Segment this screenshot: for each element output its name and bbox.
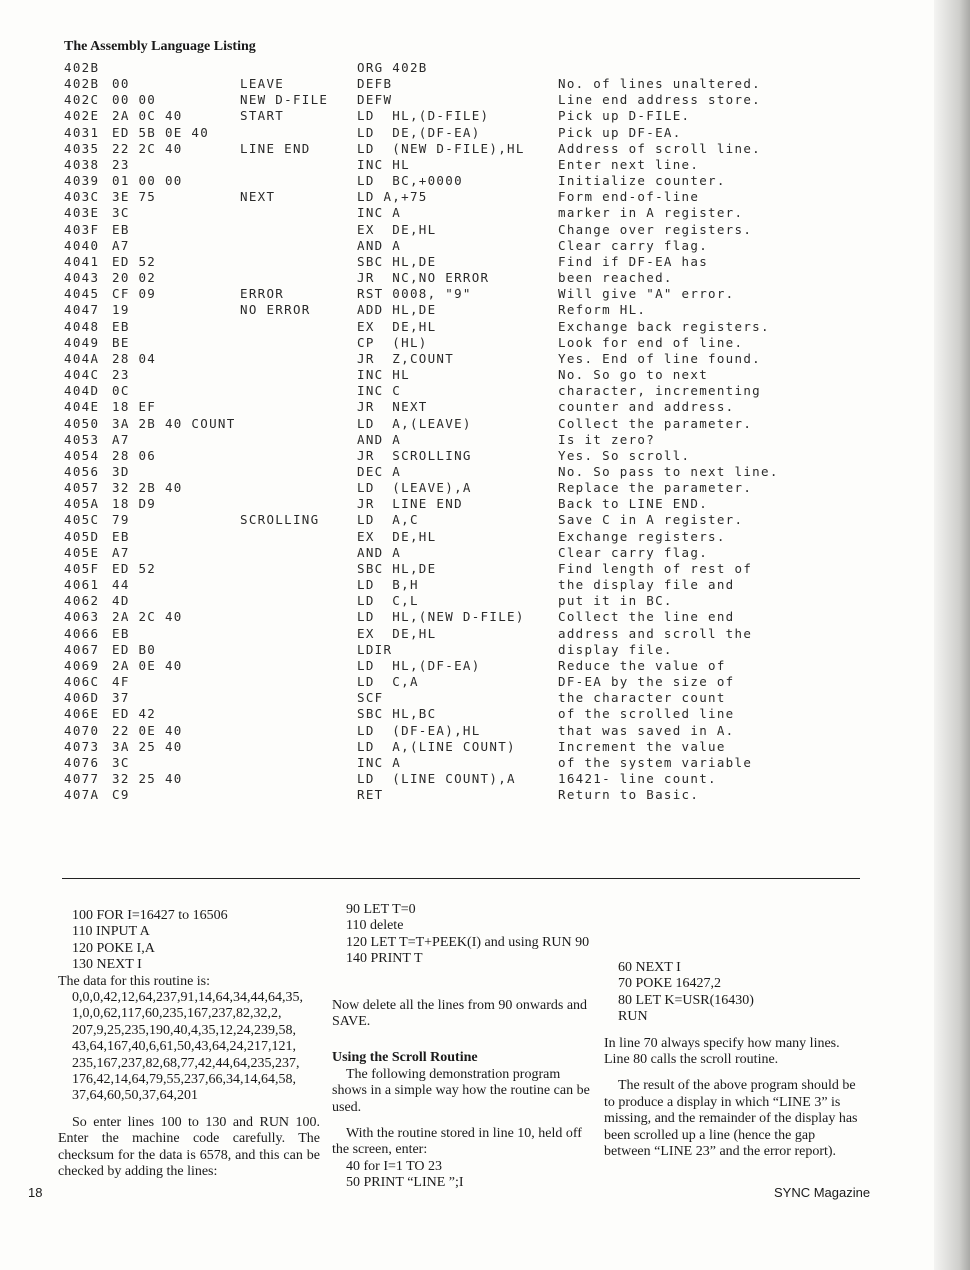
listing-hex-bytes: 37 xyxy=(112,690,130,706)
data-intro: The data for this routine is: xyxy=(58,973,211,989)
listing-comment: Back to LINE END. xyxy=(558,496,709,512)
listing-address: 4043 xyxy=(64,270,100,286)
delete-instruction: Now delete all the lines from 90 onwards and SAVE. xyxy=(332,997,588,1030)
listing-instruction: LD HL,(D-FILE) xyxy=(357,108,490,124)
listing-instruction: LDIR xyxy=(357,641,393,657)
listing-address: 403C xyxy=(64,189,100,205)
listing-address: 4063 xyxy=(64,609,100,625)
listing-instruction: INC A xyxy=(357,754,402,770)
listing-hex-bytes: BE xyxy=(112,334,130,350)
code-line: 40 for I=1 TO 23 xyxy=(346,1158,443,1174)
code-line: 100 FOR I=16427 to 16506 xyxy=(72,908,228,923)
data-line: 37,64,60,50,37,64,201 xyxy=(72,1088,198,1104)
listing-address: 405E xyxy=(64,544,100,560)
listing-address: 4073 xyxy=(64,738,100,754)
listing-hex-bytes: 32 2B 40 xyxy=(112,480,183,496)
listing-address: 4057 xyxy=(64,480,100,496)
listing-comment: the display file and xyxy=(558,577,735,593)
listing-instruction: LD B,H xyxy=(357,577,419,593)
listing-row xyxy=(0,626,900,642)
listing-address: 404A xyxy=(64,350,100,366)
listing-hex-bytes: 28 04 xyxy=(112,350,157,366)
listing-instruction: DEC A xyxy=(357,464,402,479)
listing-hex-bytes: 01 00 00 xyxy=(112,173,183,189)
listing-address: 4062 xyxy=(64,593,100,609)
listing-address: 4040 xyxy=(64,237,100,253)
listing-row xyxy=(0,545,900,561)
page-edge-shadow xyxy=(934,0,970,1270)
code-line: 110 delete xyxy=(346,918,404,934)
listing-row xyxy=(0,561,900,577)
listing-instruction: EX DE,HL xyxy=(357,625,437,641)
demo-code-block-2 xyxy=(604,960,862,1026)
listing-label: LEAVE xyxy=(240,76,285,92)
listing-instruction: INC C xyxy=(357,383,402,399)
code-line: 50 PRINT “LINE ”;I xyxy=(346,1175,464,1191)
listing-comment: the character count xyxy=(558,690,726,706)
listing-address: 405C xyxy=(64,512,100,528)
listing-instruction: EX DE,HL xyxy=(357,318,437,334)
listing-address: 4053 xyxy=(64,431,100,447)
listing-comment: Reform HL. xyxy=(558,302,647,318)
listing-hex-bytes: 3A 25 40 xyxy=(112,738,183,754)
listing-row xyxy=(0,108,900,124)
listing-instruction: DEFB xyxy=(357,76,393,92)
data-line: 207,9,25,235,190,40,4,35,12,24,239,58, xyxy=(72,1022,296,1038)
listing-instruction: LD (LEAVE),A xyxy=(357,480,472,496)
listing-instruction: AND A xyxy=(357,431,402,447)
code-line: 60 NEXT I xyxy=(618,960,681,975)
listing-row xyxy=(0,367,900,383)
listing-comment: Increment the value xyxy=(558,738,726,754)
listing-comment: Change over registers. xyxy=(558,221,753,237)
listing-row xyxy=(0,238,900,254)
listing-instruction: INC HL xyxy=(357,367,410,383)
listing-comment: Address of scroll line. xyxy=(558,140,761,156)
code-line: RUN xyxy=(618,1009,648,1025)
listing-label: NEW D-FILE xyxy=(240,92,329,108)
listing-row xyxy=(0,383,900,399)
listing-title: The Assembly Language Listing xyxy=(64,39,256,54)
listing-hex-bytes: A7 xyxy=(112,431,130,447)
listing-row xyxy=(0,189,900,205)
listing-comment: Look for end of line. xyxy=(558,334,744,350)
listing-address: 407A xyxy=(64,787,100,803)
code-line: 120 POKE I,A xyxy=(72,940,155,956)
listing-instruction: LD C,A xyxy=(357,674,419,690)
listing-instruction: LD (NEW D-FILE),HL xyxy=(357,140,525,156)
listing-comment: Collect the line end xyxy=(558,609,735,625)
listing-hex-bytes: ED 42 xyxy=(112,706,157,722)
listing-comment: Reduce the value of xyxy=(558,657,726,673)
code-line: 90 LET T=0 xyxy=(346,902,416,917)
listing-address: 4045 xyxy=(64,286,100,302)
data-line: 43,64,167,40,6,61,50,43,64,24,217,121, xyxy=(72,1039,296,1055)
listing-comment: Is it zero? xyxy=(558,431,656,447)
listing-instruction: LD (DF-EA),HL xyxy=(357,722,481,738)
listing-address: 403F xyxy=(64,221,100,237)
listing-row xyxy=(0,529,900,545)
listing-row xyxy=(0,496,900,512)
listing-comment: character, incrementing xyxy=(558,383,761,399)
listing-row xyxy=(0,222,900,238)
listing-hex-bytes: 3C xyxy=(112,754,130,770)
code-line: 140 PRINT T xyxy=(346,951,423,967)
routine-paragraph: With the routine stored in line 10, held off the screen, enter: xyxy=(332,1126,582,1158)
listing-instruction: LD A,(LINE COUNT) xyxy=(357,738,516,754)
listing-hex-bytes: 79 xyxy=(112,512,130,528)
column-2 xyxy=(332,902,590,1192)
listing-hex-bytes: A7 xyxy=(112,544,130,560)
listing-row xyxy=(0,399,900,415)
listing-hex-bytes: 00 00 xyxy=(112,92,157,108)
listing-instruction: SBC HL,DE xyxy=(357,560,437,576)
listing-comment: Exchange registers. xyxy=(558,528,726,544)
code-line: 130 NEXT I xyxy=(72,957,142,973)
listing-hex-bytes: ED 5B 0E 40 xyxy=(112,124,210,140)
listing-comment: Save C in A register. xyxy=(558,512,744,528)
listing-comment: Find if DF-EA has xyxy=(558,253,709,269)
listing-instruction: DEFW xyxy=(357,92,393,108)
listing-row xyxy=(0,512,900,528)
listing-label: ERROR xyxy=(240,286,285,302)
listing-hex-bytes: CF 09 xyxy=(112,286,157,302)
listing-comment: that was saved in A. xyxy=(558,722,735,738)
listing-address: 4038 xyxy=(64,156,100,172)
listing-hex-bytes: 2A 2C 40 xyxy=(112,609,183,625)
listing-label: START xyxy=(240,108,285,124)
data-block xyxy=(58,990,320,1105)
listing-hex-bytes: 23 xyxy=(112,156,130,172)
listing-address: 404E xyxy=(64,399,100,415)
listing-instruction: LD C,L xyxy=(357,593,419,609)
listing-comment: Return to Basic. xyxy=(558,787,700,803)
listing-address: 4048 xyxy=(64,318,100,334)
listing-hex-bytes: 18 EF xyxy=(112,399,157,415)
listing-instruction: SCF xyxy=(357,690,384,706)
line70-paragraph: In line 70 always specify how many lines. Line 80 calls the scroll routine. xyxy=(604,1035,840,1068)
listing-address: 4066 xyxy=(64,625,100,641)
listing-instruction: LD A,C xyxy=(357,512,419,528)
listing-hex-bytes: 22 0E 40 xyxy=(112,722,183,738)
listing-row xyxy=(0,351,900,367)
listing-hex-bytes: ED 52 xyxy=(112,253,157,269)
listing-instruction: JR Z,COUNT xyxy=(357,350,455,366)
listing-instruction: EX DE,HL xyxy=(357,528,437,544)
listing-instruction: AND A xyxy=(357,544,402,560)
listing-hex-bytes: 28 06 xyxy=(112,447,157,463)
listing-address: 4054 xyxy=(64,447,100,463)
listing-comment: display file. xyxy=(558,641,673,657)
listing-comment: DF-EA by the size of xyxy=(558,674,735,690)
demo-code-block xyxy=(332,1159,590,1192)
listing-row xyxy=(0,141,900,157)
listing-comment: address and scroll the xyxy=(558,625,753,641)
listing-hex-bytes: 2A 0C 40 xyxy=(112,108,183,124)
listing-row xyxy=(0,173,900,189)
listing-instruction: ADD HL,DE xyxy=(357,302,437,318)
listing-address: 4056 xyxy=(64,464,100,479)
listing-hex-bytes: 0C xyxy=(112,383,130,399)
listing-row xyxy=(0,125,900,141)
listing-row xyxy=(0,205,900,221)
data-line: 1,0,0,62,117,60,235,167,237,82,32,2, xyxy=(72,1006,282,1022)
listing-comment: No. of lines unaltered. xyxy=(558,76,761,92)
listing-hex-bytes: 19 xyxy=(112,302,130,318)
listing-row xyxy=(0,642,900,658)
listing-label: NEXT xyxy=(240,189,276,205)
result-paragraph: The result of the above program should be to produce a display in which “LINE 3” is missing, and the remainder of the display has been scrolled up a line (hence the gap between “LINE 23” and the error report). xyxy=(604,1078,858,1160)
listing-comment: Will give "A" error. xyxy=(558,286,735,302)
listing-address: 406C xyxy=(64,674,100,690)
listing-instruction: LD HL,(NEW D-FILE) xyxy=(357,609,525,625)
data-line: 235,167,237,82,68,77,42,44,64,235,237, xyxy=(72,1055,300,1071)
listing-comment: Yes. End of line found. xyxy=(558,350,761,366)
listing-comment: Collect the parameter. xyxy=(558,415,753,431)
listing-row xyxy=(0,706,900,722)
code-line: 120 LET T=T+PEEK(I) and using RUN 90 xyxy=(346,934,590,950)
listing-label: SCROLLING xyxy=(240,512,320,528)
listing-hex-bytes: 23 xyxy=(112,367,130,383)
listing-row xyxy=(0,739,900,755)
instructions-paragraph: So enter lines 100 to 130 and RUN 100. Enter the machine code carefully. The checksum for the data is 6578, and this can be checked by adding the lines: xyxy=(58,1114,320,1180)
listing-label: NO ERROR xyxy=(240,302,311,318)
listing-instruction: INC A xyxy=(357,205,402,221)
listing-address: 405F xyxy=(64,560,100,576)
listing-hex-bytes: 22 2C 40 xyxy=(112,140,183,156)
section-divider xyxy=(62,878,860,879)
listing-comment: Clear carry flag. xyxy=(558,237,709,253)
listing-instruction: ORG 402B xyxy=(357,60,428,75)
listing-row xyxy=(0,658,900,674)
code-line: 70 POKE 16427,2 xyxy=(618,976,722,992)
listing-instruction: LD DE,(DF-EA) xyxy=(357,124,481,140)
listing-comment: counter and address. xyxy=(558,399,735,415)
listing-address: 402C xyxy=(64,92,100,108)
listing-comment: of the system variable xyxy=(558,754,753,770)
listing-comment: Line end address store. xyxy=(558,92,761,108)
listing-hex-bytes: EB xyxy=(112,625,130,641)
listing-row xyxy=(0,464,900,480)
listing-instruction: LD A,(LEAVE) xyxy=(357,415,472,431)
listing-instruction: JR LINE END xyxy=(357,496,463,512)
listing-address: 405A xyxy=(64,496,100,512)
listing-address: 402B xyxy=(64,60,100,75)
listing-row xyxy=(0,302,900,318)
listing-comment: Form end-of-line xyxy=(558,189,700,205)
listing-address: 4047 xyxy=(64,302,100,318)
listing-hex-bytes: 20 02 xyxy=(112,270,157,286)
magazine-name: SYNC Magazine xyxy=(774,1185,871,1200)
listing-comment: Find length of rest of xyxy=(558,560,753,576)
listing-comment: No. So pass to next line. xyxy=(558,464,779,479)
listing-address: 4041 xyxy=(64,253,100,269)
listing-comment: Pick up D-FILE. xyxy=(558,108,691,124)
listing-hex-bytes: ED 52 xyxy=(112,560,157,576)
listing-comment: 16421- line count. xyxy=(558,771,717,787)
listing-instruction: SBC HL,BC xyxy=(357,706,437,722)
listing-row xyxy=(0,157,900,173)
listing-address: 404C xyxy=(64,367,100,383)
listing-instruction: JR SCROLLING xyxy=(357,447,472,463)
listing-row xyxy=(0,787,900,803)
listing-instruction: CP (HL) xyxy=(357,334,428,350)
listing-row xyxy=(0,448,900,464)
listing-hex-bytes: 4F xyxy=(112,674,130,690)
listing-comment: of the scrolled line xyxy=(558,706,735,722)
listing-row xyxy=(0,577,900,593)
listing-address: 404D xyxy=(64,383,100,399)
listing-row xyxy=(0,593,900,609)
listing-address: 402E xyxy=(64,108,100,124)
listing-comment: Yes. So scroll. xyxy=(558,447,691,463)
listing-address: 405D xyxy=(64,528,100,544)
listing-hex-bytes: 3A 2B 40 COUNT xyxy=(112,415,236,431)
listing-hex-bytes: C9 xyxy=(112,787,130,803)
listing-instruction: LD A,+75 xyxy=(357,189,428,205)
listing-instruction: INC HL xyxy=(357,156,410,172)
listing-instruction: LD BC,+0000 xyxy=(357,173,463,189)
code-line: 110 INPUT A xyxy=(72,924,150,940)
listing-row xyxy=(0,674,900,690)
listing-address: 402B xyxy=(64,76,100,92)
listing-instruction: SBC HL,DE xyxy=(357,253,437,269)
listing-address: 4035 xyxy=(64,140,100,156)
listing-row xyxy=(0,432,900,448)
basic-code-block xyxy=(58,908,320,974)
listing-comment: put it in BC. xyxy=(558,593,673,609)
column-3 xyxy=(604,960,862,1160)
listing-hex-bytes: 3C xyxy=(112,205,130,221)
listing-instruction: JR NC,NO ERROR xyxy=(357,270,490,286)
subheading: Using the Scroll Routine xyxy=(332,1050,478,1066)
listing-comment: Initialize counter. xyxy=(558,173,726,189)
column-1 xyxy=(58,908,320,1181)
listing-comment: been reached. xyxy=(558,270,673,286)
listing-instruction: RET xyxy=(357,787,384,803)
listing-hex-bytes: 00 xyxy=(112,76,130,92)
code-line: 80 LET K=USR(16430) xyxy=(618,992,754,1008)
listing-instruction: LD (LINE COUNT),A xyxy=(357,771,516,787)
listing-comment: marker in A register. xyxy=(558,205,744,221)
listing-comment: Replace the parameter. xyxy=(558,480,753,496)
listing-row xyxy=(0,416,900,432)
listing-row xyxy=(0,76,900,92)
listing-row xyxy=(0,254,900,270)
listing-address: 4069 xyxy=(64,657,100,673)
listing-hex-bytes: 44 xyxy=(112,577,130,593)
listing-address: 4049 xyxy=(64,334,100,350)
listing-address: 4070 xyxy=(64,722,100,738)
listing-row xyxy=(0,60,900,76)
listing-instruction: LD HL,(DF-EA) xyxy=(357,657,481,673)
data-line: 176,42,14,64,79,55,237,66,34,14,64,58, xyxy=(72,1072,296,1088)
demo-paragraph: The following demonstration program shows in a simple way how the routine can be used. xyxy=(332,1066,590,1115)
listing-hex-bytes: EB xyxy=(112,221,130,237)
listing-hex-bytes: 4D xyxy=(112,593,130,609)
listing-instruction: AND A xyxy=(357,237,402,253)
listing-row xyxy=(0,690,900,706)
listing-address: 403E xyxy=(64,205,100,221)
listing-instruction: RST 0008, "9" xyxy=(357,286,472,302)
listing-hex-bytes: 3E 75 xyxy=(112,189,157,205)
listing-label: LINE END xyxy=(240,140,311,156)
listing-instruction: JR NEXT xyxy=(357,399,428,415)
listing-comment: Enter next line. xyxy=(558,156,700,172)
listing-row xyxy=(0,771,900,787)
listing-row xyxy=(0,286,900,302)
listing-row xyxy=(0,319,900,335)
listing-hex-bytes: 32 25 40 xyxy=(112,771,183,787)
listing-address: 406D xyxy=(64,690,100,706)
listing-row xyxy=(0,755,900,771)
listing-instruction: EX DE,HL xyxy=(357,221,437,237)
listing-row xyxy=(0,723,900,739)
listing-row xyxy=(0,480,900,496)
listing-hex-bytes: ED B0 xyxy=(112,641,157,657)
listing-address: 4077 xyxy=(64,771,100,787)
listing-address: 4076 xyxy=(64,754,100,770)
listing-address: 4031 xyxy=(64,124,100,140)
listing-row xyxy=(0,609,900,625)
listing-comment: Clear carry flag. xyxy=(558,544,709,560)
listing-row xyxy=(0,92,900,108)
listing-hex-bytes: 2A 0E 40 xyxy=(112,657,183,673)
listing-hex-bytes: 18 D9 xyxy=(112,496,157,512)
listing-comment: Pick up DF-EA. xyxy=(558,124,682,140)
listing-hex-bytes: A7 xyxy=(112,237,130,253)
listing-hex-bytes: EB xyxy=(112,528,130,544)
listing-address: 406E xyxy=(64,706,100,722)
listing-hex-bytes: EB xyxy=(112,318,130,334)
checksum-code-block xyxy=(332,902,590,968)
listing-address: 4050 xyxy=(64,415,100,431)
listing-comment: Exchange back registers. xyxy=(558,318,770,334)
data-line: 0,0,0,42,12,64,237,91,14,64,34,44,64,35, xyxy=(72,990,303,1006)
listing-address: 4039 xyxy=(64,173,100,189)
listing-row xyxy=(0,270,900,286)
listing-address: 4067 xyxy=(64,641,100,657)
listing-hex-bytes: 3D xyxy=(112,464,130,479)
page-number: 18 xyxy=(28,1185,43,1200)
listing-address: 4061 xyxy=(64,577,100,593)
listing-comment: No. So go to next xyxy=(558,367,709,383)
listing-row xyxy=(0,335,900,351)
